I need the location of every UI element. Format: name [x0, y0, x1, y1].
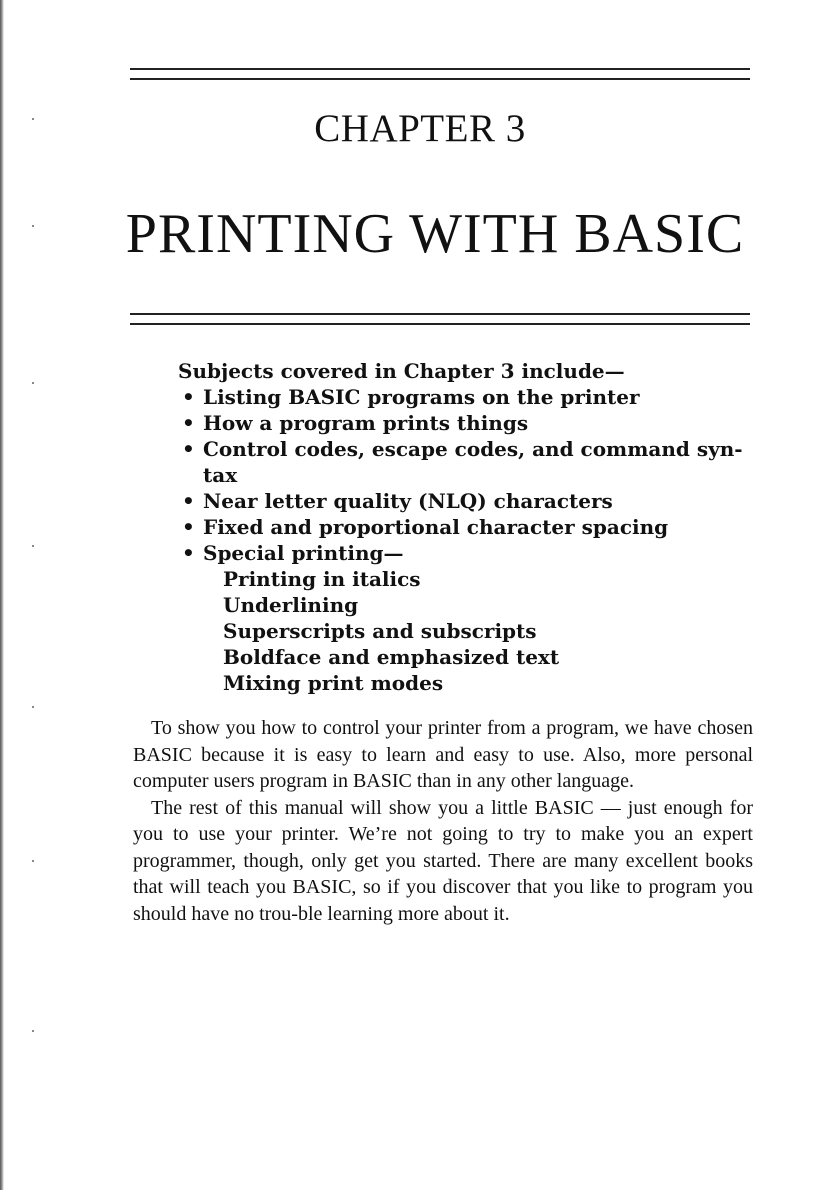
list-item	[178, 514, 768, 540]
sub-list-item: Mixing print modes	[223, 671, 444, 695]
mid-rule-lower	[130, 323, 750, 325]
chapter-label: CHAPTER 3	[314, 107, 526, 150]
scan-speck	[32, 545, 34, 547]
subjects-intro: Subjects covered in Chapter 3 include—	[178, 359, 625, 383]
sub-list-item: Boldface and emphasized text	[223, 645, 560, 669]
list-item	[178, 488, 768, 514]
scan-speck	[32, 382, 34, 384]
list-item-text: How a program prints things	[203, 411, 529, 435]
scan-speck	[32, 1030, 34, 1032]
list-item-text: Control codes, escape codes, and command syn-tax	[203, 437, 743, 487]
list-item	[178, 410, 768, 436]
special-printing-list	[203, 566, 768, 696]
bullet-icon: •	[182, 489, 195, 513]
bullet-icon: •	[182, 515, 195, 539]
sub-list-item: Underlining	[223, 593, 359, 617]
list-item-text: Fixed and proportional character spacing	[203, 515, 669, 539]
top-rule-lower	[130, 78, 750, 80]
list-item	[178, 540, 768, 696]
scan-speck	[32, 860, 34, 862]
top-rule-upper	[130, 68, 750, 70]
chapter-title: PRINTING WITH BASIC	[125, 203, 745, 265]
bullet-icon: •	[182, 437, 195, 461]
body-paragraph: The rest of this manual will show you a little BASIC — just enough for you to use your printer. We’re not going to try to make you an expert programmer, though, only get you started. There are many excellent books that will teach you BASIC, so if you discover that you like to program you should have no trou-ble learning more about it.	[133, 796, 753, 925]
list-item-text: Near letter quality (NLQ) characters	[203, 489, 613, 513]
list-item-text: Listing BASIC programs on the printer	[203, 385, 640, 409]
subjects-section	[178, 358, 768, 696]
list-item	[178, 436, 768, 488]
bullet-icon: •	[182, 411, 195, 435]
body-text	[133, 715, 753, 927]
mid-rule-upper	[130, 313, 750, 315]
subjects-list	[178, 384, 768, 696]
scan-speck	[32, 706, 34, 708]
body-paragraph: To show you how to control your printer from a program, we have chosen BASIC because it is easy to learn and easy to use. Also, more personal computer users program in BASIC than in any other language.	[133, 717, 753, 792]
sub-list-item: Superscripts and subscripts	[223, 619, 537, 643]
sub-list-item: Printing in italics	[223, 567, 421, 591]
list-item	[178, 384, 768, 410]
page-binding-edge	[0, 0, 4, 1190]
list-item-text: Special printing—	[203, 541, 404, 565]
bullet-icon: •	[182, 541, 195, 565]
bullet-icon: •	[182, 385, 195, 409]
